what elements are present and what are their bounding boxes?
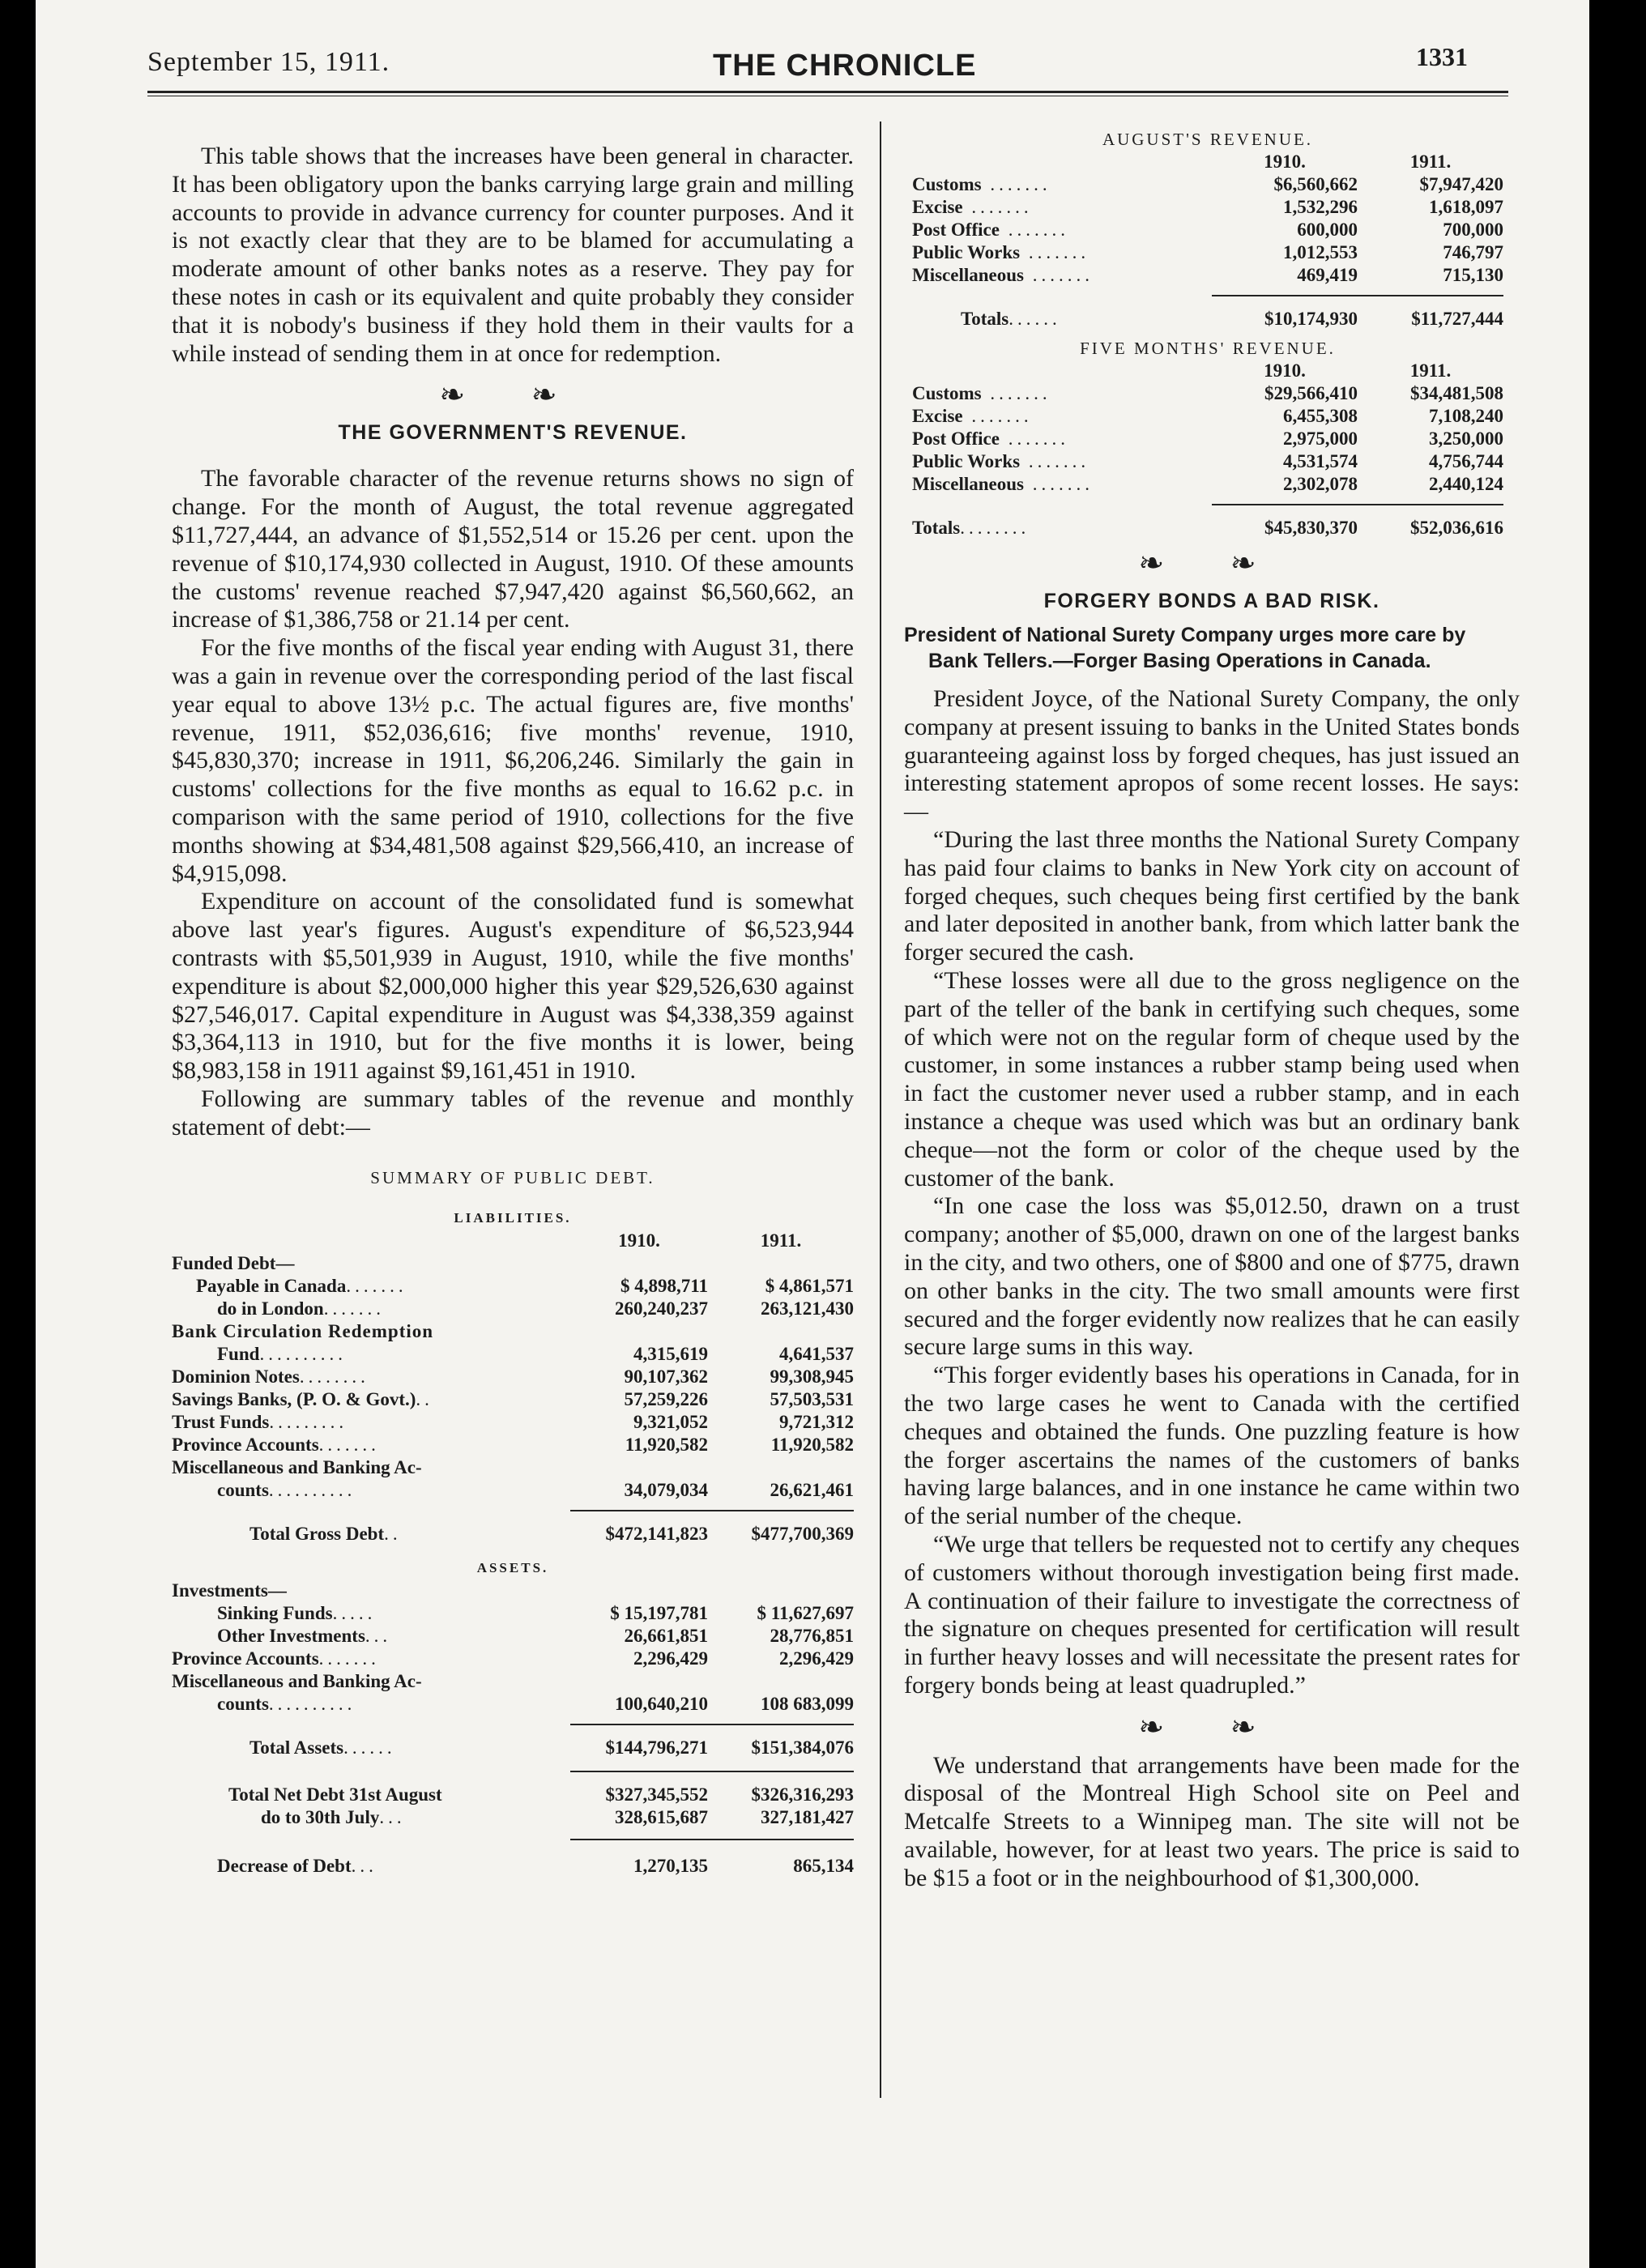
row-label: Public Works	[912, 451, 1021, 471]
forgery-subheading: President of National Surety Company urges more care by Bank Tellers.—Forger Basing Operations in Canada.	[904, 624, 1466, 672]
forgery-paragraph-3: “These losses were all due to the gross negligence on the part of the teller of the bank in certifying such cheques, some of which were not on the regular form of cheque used by the customer, in some instances a rubber stamp being used when in fact the customer never used a rubber stamp, and in each instance a cheque was used which was but an ordinary bank cheque—not the form or color of the cheque used by the customer of the bank.	[904, 966, 1520, 1192]
row-label: Excise	[912, 406, 963, 426]
table-row: counts.......... 100,640,210 108 683,099	[217, 1693, 854, 1714]
forgery-heading: FORGERY BONDS A BAD RISK.	[1043, 590, 1380, 612]
public-debt-table: SUMMARY OF PUBLIC DEBT. LIABILITIES. 1910. 1911. Funded Debt— Payable in Canada....... $ 4,898,711 $ 4,861,571 do in London....... 260,240,237 263,121,430 Bank Circulation Redemption Fund.......... 4,315,619 4,641,537 Dominion Notes........ 90,107,362 99,308,945 Savings Banks, (P. O. & Govt.).. 57,259,226 57,503,531 Trust Funds......... 9,321,052 9,721,312 Province Accounts....... 11,920,582 11,920,582 Miscellaneous and Banking Ac- counts.......... 34,079,034 26,621,461 Total Gross Debt.. $472,141,823 $477,700,369 ASSETS. Investments— Sinking Funds..... $ 15,197,781 $ 11,627,697 Other Investments... 26,661,851 28,776,851 Province Accounts....... 2,296,429 2,296,429 Miscellaneous and Banking Ac- counts.......... 100,640,210 108 683,099 Total Assets...... $144,796,271 $151,384,076 Total Net Debt 31st August $327,345,552 $326,316,293 do to 30th July... 328,615,687 327,181,427 Decrease of Debt... 1,270,135 865,134	[172, 1167, 854, 1876]
liabilities-caption: LIABILITIES.	[454, 1209, 572, 1226]
funded-debt-label: Funded Debt—	[172, 1252, 295, 1273]
ornament-divider: ❧ ❧	[1138, 1710, 1286, 1745]
value-1911: 3,250,000	[1429, 428, 1503, 449]
debt-col-1910: 1910.	[618, 1230, 660, 1251]
row-label: Post Office	[912, 428, 1000, 449]
revenue-header-row: 1910. 1911.	[1264, 360, 1452, 381]
value-1910: $6,560,662	[1273, 174, 1358, 194]
value-1910: 2,975,000	[1283, 428, 1358, 449]
table-row: Miscellaneous ....... 469,419 715,130	[912, 265, 1503, 285]
table-row: Dominion Notes........ 90,107,362 99,308,945	[172, 1366, 854, 1387]
table-row-total: Total Gross Debt.. $472,141,823 $477,700,369	[172, 1510, 854, 1545]
investments-label: Investments—	[172, 1580, 287, 1601]
table-row: Public Works ....... 1,012,553 746,797	[912, 242, 1503, 262]
table-row: Public Works ....... 4,531,574 4,756,744	[912, 451, 1503, 471]
table-row: Post Office ....... 2,975,000 3,250,000	[912, 428, 1503, 449]
table-row-total: Total Assets...... $144,796,271 $151,384,076	[172, 1724, 854, 1759]
row-label: Miscellaneous	[912, 265, 1024, 285]
value-1910: 600,000	[1297, 220, 1358, 240]
value-1911: 2,440,124	[1429, 474, 1503, 494]
value-1911: 715,130	[1443, 265, 1503, 285]
table-row: counts.......... 34,079,034 26,621,461	[217, 1479, 854, 1500]
table-row: do to 30th July... 328,615,687 327,181,427	[261, 1806, 854, 1827]
table-row: do in London....... 260,240,237 263,121,430	[217, 1298, 854, 1319]
row-label: Miscellaneous	[912, 474, 1024, 494]
value-1910: $29,566,410	[1264, 383, 1358, 403]
table-row: Total Net Debt 31st August $327,345,552 $326,316,293	[172, 1771, 854, 1806]
revenue-paragraph-1: The favorable character of the revenue returns shows no sign of change. For the month of August, the total revenue aggregated $11,727,444, an advance of $1,552,514 or 15.26 per cent. upon the revenue of $10,174,930 collected in August, 1910. Of these amounts the customs' revenue reached $7,947,420 against $6,560,662, an increase of $1,386,758 or 21.14 per cent.	[172, 465, 854, 633]
table-row: Post Office ....... 600,000 700,000	[912, 220, 1503, 240]
assets-caption: ASSETS.	[476, 1559, 549, 1575]
ornament-divider: ❧ ❧	[1138, 547, 1286, 581]
revenue-paragraph-3: Expenditure on account of the consolidated fund is somewhat above last year's figures. August's expenditure of $6,523,944 contrasts with $5,501,939 in August, 1910, while the five months' expenditure is about $2,000,000 higher this year $29,526,630 against $27,546,017. Capital expenditure in August was $4,338,359 against $3,364,113 in 1910, but for the five months it is lower, being $8,983,158 in 1911 against $9,161,451 in 1910.	[172, 888, 854, 1085]
table-row: Other Investments... 26,661,851 28,776,851	[217, 1625, 854, 1646]
value-1910: 469,419	[1297, 265, 1358, 285]
forgery-paragraph-5: “This forger evidently bases his operations in Canada, for in the two large cases he went to Canada with the certified cheques and obtained the funds. One puzzling feature is how the forger ascertains the names of the customers of banks having large balances, and in one instance he came within two of the serial number of the cheque.	[904, 1362, 1520, 1530]
table-row: Miscellaneous ....... 2,302,078 2,440,124	[912, 474, 1503, 494]
value-1910: 1,012,553	[1283, 242, 1358, 262]
value-1911: $7,947,420	[1419, 174, 1503, 194]
table-row: Sinking Funds..... $ 15,197,781 $ 11,627,697	[217, 1602, 854, 1623]
table-row: Customs ....... $6,560,662 $7,947,420	[912, 174, 1503, 194]
table-row-total: Totals........ $45,830,370 $52,036,616	[912, 504, 1503, 539]
forgery-paragraph-2: “During the last three months the National Surety Company has paid four claims to banks in New York city on account of forged cheques, such cheques being first certified by the bank and later deposited in another bank, from which latter bank the forger secured the cash.	[904, 825, 1520, 966]
five-months-rows	[912, 382, 1503, 496]
table-row: Savings Banks, (P. O. & Govt.).. 57,259,226 57,503,531	[172, 1388, 854, 1409]
revenue-paragraph-4: Following are summary tables of the revenue and monthly statement of debt:—	[172, 1085, 854, 1140]
debt-col-1911: 1911.	[760, 1230, 802, 1251]
forgery-paragraph-1: President Joyce, of the National Surety Company, the only company at present issuing to banks in the United States bonds guaranteeing against loss by forged cheques, has just issued an interesting statement apropos of some recent losses. He says:—	[904, 685, 1520, 825]
five-months-caption: FIVE MONTHS' REVENUE.	[1080, 339, 1336, 358]
value-1910: 1,532,296	[1283, 197, 1358, 217]
row-label: Excise	[912, 197, 963, 217]
column-divider	[880, 122, 881, 2098]
table-row: Province Accounts....... 2,296,429 2,296,429	[172, 1648, 854, 1669]
intro-paragraph: This table shows that the increases have been general in character. It has been obligatory upon the banks carrying large grain and milling accounts to provide in advance currency for counter purposes. And it is not exactly clear that they are to be blamed for accumulating a moderate amount of other banks notes as a reserve. They pay for these notes in cash or its equivalent and quite probably they consider that it is nobody's business if they hold them in their vaults for a while instead of sending them in at once for redemption.	[172, 143, 854, 367]
page-number: 1331	[1416, 42, 1468, 71]
page-title: THE CHRONICLE	[713, 49, 977, 83]
revenue-table	[912, 128, 1503, 539]
revenue-paragraph-2: For the five months of the fiscal year ending with August 31, there was a gain in revenue over the corresponding period of the last fiscal year equal to above 13½ p.c. The actual figures are, five months' revenue, 1911, $52,036,616; five months' revenue, 1910, $45,830,370; increase in 1911, $6,206,246. Similarly the gain in customs' collections for the five months as equal to 16.62 p.c. in comparison with the same period of 1910, collections for the five months showing at $34,481,508 against $29,566,410, an increase of $4,915,098.	[172, 634, 854, 887]
value-1911: 7,108,240	[1429, 406, 1503, 426]
table-row: Payable in Canada....... $ 4,898,711 $ 4,861,571	[196, 1275, 854, 1296]
revenue-header-row: 1910. 1911.	[1264, 151, 1452, 172]
table-row-total: Totals...... $10,174,930 $11,727,444	[912, 295, 1503, 330]
value-1911: 746,797	[1443, 242, 1503, 262]
public-debt-caption: SUMMARY OF PUBLIC DEBT.	[370, 1167, 655, 1187]
forgery-paragraph-6: “We urge that tellers be requested not to certify any cheques of customers without thorough investigation being first made. A continuation of their failure to investigate the correctness of the signature on cheques presented for certification will result in further heavy losses and will necessitate the present rates for forgery bonds being at least quadrupled.”	[904, 1530, 1520, 1699]
row-label: Customs	[912, 383, 982, 403]
row-label: Customs	[912, 174, 982, 194]
right-column	[904, 128, 1520, 1893]
value-1911: 4,756,744	[1429, 451, 1503, 471]
page-date: September 15, 1911.	[147, 47, 390, 77]
value-1911: 700,000	[1443, 220, 1503, 240]
forgery-paragraph-4: “In one case the loss was $5,012.50, drawn on a trust company; another of $5,000, drawn on one of the largest banks in the city, and two others, one of $800 and one of $775, drawn on other banks in the city. The two small amounts were first secured and the forger evidently now realizes that he can easily secure large sums in this way.	[904, 1192, 1520, 1361]
debt-header-row	[172, 1230, 854, 1252]
row-label: Post Office	[912, 220, 1000, 240]
high-school-paragraph: We understand that arrangements have been made for the disposal of the Montreal High School site on Peel and Metcalfe Streets to a Winnipeg man. The site will not be available, however, for at least two years. The price is said to be $15 a foot or in the neighbourhood of $1,300,000.	[904, 1751, 1520, 1891]
ornament-divider: ❧ ❧	[439, 378, 586, 413]
value-1910: 2,302,078	[1283, 474, 1358, 494]
value-1911: 1,618,097	[1429, 197, 1503, 217]
row-label: Public Works	[912, 242, 1021, 262]
table-row: Excise ....... 1,532,296 1,618,097	[912, 197, 1503, 217]
table-row: Fund.......... 4,315,619 4,641,537	[217, 1343, 854, 1364]
left-column	[172, 143, 854, 1878]
value-1911: $34,481,508	[1410, 383, 1503, 403]
newspaper-page	[36, 0, 1589, 2268]
value-1910: 6,455,308	[1283, 406, 1358, 426]
table-row: Province Accounts....... 11,920,582 11,920,582	[172, 1434, 854, 1455]
value-1910: 4,531,574	[1283, 451, 1358, 471]
august-revenue-caption: AUGUST'S REVENUE.	[1102, 130, 1314, 149]
table-row-total: Decrease of Debt... 1,270,135 865,134	[172, 1839, 854, 1878]
table-row: Customs ....... $29,566,410 $34,481,508	[912, 383, 1503, 403]
header-rule	[147, 91, 1508, 93]
table-row: Trust Funds......... 9,321,052 9,721,312	[172, 1411, 854, 1432]
table-row: Excise ....... 6,455,308 7,108,240	[912, 406, 1503, 426]
revenue-heading: THE GOVERNMENT'S REVENUE.	[338, 421, 688, 445]
august-revenue-rows	[912, 173, 1503, 287]
